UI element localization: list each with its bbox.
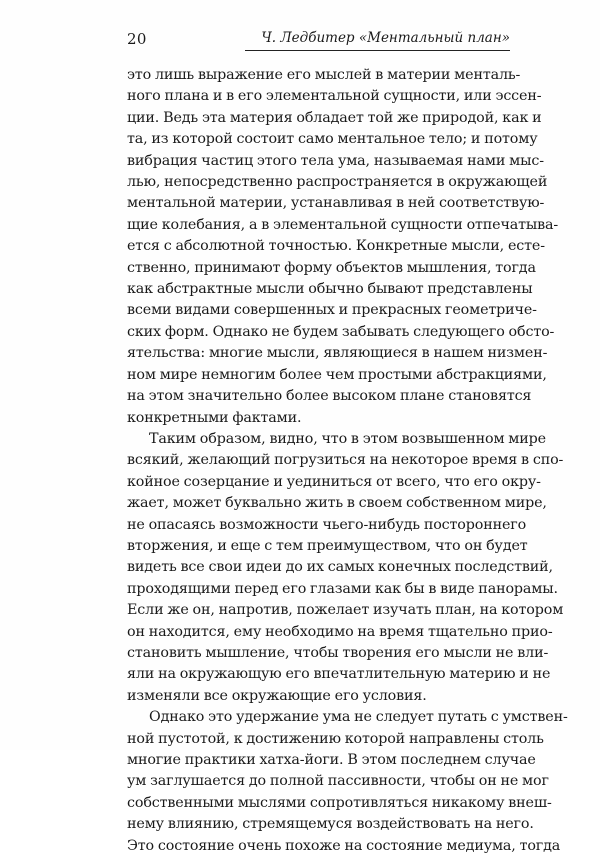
text-line: Если же он, напротив, пожелает изучать план, на котором [127,602,564,619]
text-line: вторжения, и еще с тем преимуществом, что он будет [127,537,528,554]
text-line: Таким образом, видно, что в этом возвышенном мире [149,430,546,447]
text-line: на этом значительно более высоком плане становятся [127,388,532,405]
text-line: проходящими перед его глазами как бы в виде панорамы. [127,580,558,597]
text-line: это лишь выражение его мыслей в материи менталь- [127,67,521,83]
text-line: конкретными фактами. [127,409,302,426]
text-line: ной пустотой, к достижению которой направлены столь [127,730,544,747]
text-line: Однако это удержание ума не следует путать с умствен- [149,709,568,726]
text-line: вибрация частиц этого тела ума, называемая нами мыс- [127,152,544,169]
text-line: койное созерцание и уединиться от всего, что его окру- [127,473,541,490]
text-line: щие колебания, а в элементальной сущности отпечатыва- [127,216,559,233]
text-line: он находится, ему необходимо на время тщательно прио- [127,623,553,640]
text-line: собственными мыслями сопротивляться никакому внеш- [127,794,552,811]
text-line: ции. Ведь эта материя обладает той же природой, как и [127,109,542,126]
header-rule [245,50,510,51]
text-line: та, из которой состоит само ментальное тело; и потому [127,131,538,148]
text-line: ется с абсолютной точностью. Конкретные мысли, есте- [127,238,545,255]
paragraph-3 [127,707,568,857]
text-line: видеть все свои идеи до их самых конечных последствий, [127,559,553,576]
text-line: ятельства: многие мысли, являющиеся в нашем низмен- [127,345,548,362]
text-line: лью, непосредственно распространяется в окружающей [127,174,548,191]
paragraph-2 [127,429,564,707]
text-line: ственно, принимают форму объектов мышления, тогда [127,259,536,276]
body-text [127,65,568,857]
page-header [127,26,510,48]
text-line: ум заглушается до полной пассивности, чтобы он не мог [127,773,549,790]
text-line: Это состояние очень похоже на состояние медиума, тогда [127,837,561,854]
text-line: многие практики хатха-йоги. В этом последнем случае [127,752,536,768]
text-line: ного плана и в его элементальной сущности, или эссен- [127,88,542,105]
text-line: изменяли все окружающие его условия. [127,687,427,704]
page-number: 20 [127,30,147,48]
text-line: нему влиянию, стремящемуся воздействовать на него. [127,816,534,833]
text-line: всякий, желающий погрузиться на некоторое время в спо- [127,452,564,469]
text-line: ских форм. Однако не будем забывать следующего обсто- [127,323,555,340]
text-line: яли на окружающую его впечатлительную материю и не [127,666,551,683]
text-line: всеми видами совершенных и прекрасных геометриче- [127,302,537,319]
paragraph-1 [127,65,559,429]
text-line: жает, может буквально жить в своем собственном мире, [127,495,547,512]
text-line: ном мире немногим более чем простыми абстракциями, [127,366,547,383]
text-line: ментальной материи, устанавливая в ней соответствую- [127,195,545,212]
text-line: как абстрактные мысли обычно бывают представлены [127,281,533,298]
text-line: становить мышление, чтобы творения его мысли не вли- [127,644,549,661]
text-line: не опасаясь возможности чьего-нибудь постороннего [127,516,527,533]
running-head: Ч. Ледбитер «Ментальный план» [261,30,510,46]
